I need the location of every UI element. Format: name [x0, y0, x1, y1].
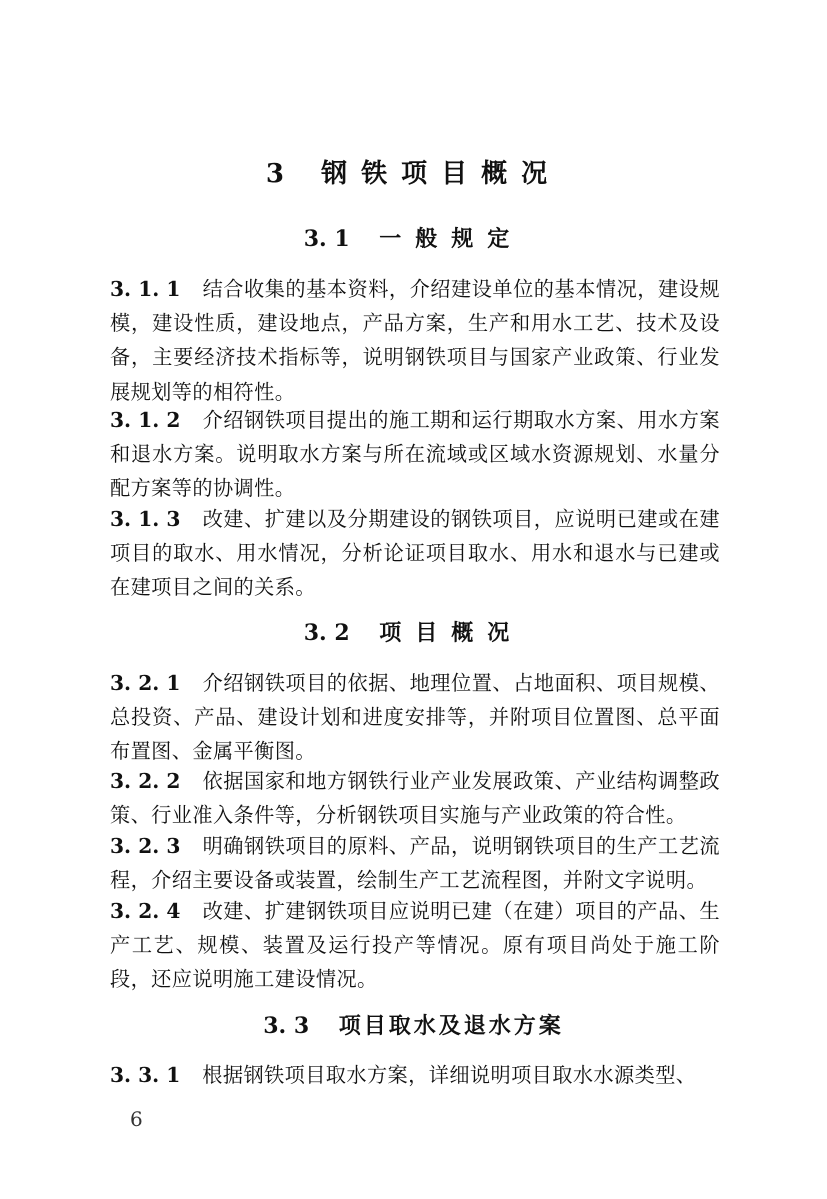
section-title: 一般规定	[379, 226, 524, 252]
clause-number: 3. 2. 1	[110, 671, 181, 695]
clause-3-1-1	[110, 272, 720, 409]
clause-text: 改建、扩建以及分期建设的钢铁项目，应说明已建或在建项目的取水、用水情况，分析论证项目取水、用水和退水与已建或在建项目之间的关系。	[110, 507, 720, 600]
section-number: 3. 3	[263, 1013, 310, 1039]
section-number: 3. 2	[303, 620, 350, 646]
page-number: 6	[130, 1107, 143, 1131]
clause-text: 介绍钢铁项目提出的施工期和运行期取水方案、用水方案和退水方案。说明取水方案与所在流域或区域水资源规划、水量分配方案等的协调性。	[110, 408, 720, 501]
clause-text: 根据钢铁项目取水方案，详细说明项目取水水源类型、	[202, 1063, 697, 1087]
clause-text: 明确钢铁项目的原料、产品，说明钢铁项目的生产工艺流程，介绍主要设备或装置，绘制生产工艺流程图，并附文字说明。	[110, 834, 720, 893]
section-heading-3-3	[0, 1011, 827, 1041]
section-heading-3-1	[0, 224, 827, 254]
clause-number: 3. 2. 4	[110, 899, 181, 923]
clause-3-2-3	[110, 829, 720, 897]
clause-3-1-3	[110, 502, 720, 605]
chapter-heading	[0, 156, 827, 192]
clause-number: 3. 1. 3	[110, 507, 181, 531]
clause-text: 依据国家和地方钢铁行业产业发展政策、产业结构调整政策、行业准入条件等，分析钢铁项目实施与产业政策的符合性。	[110, 769, 720, 828]
clause-3-2-2	[110, 764, 720, 832]
clause-3-1-2	[110, 403, 720, 506]
clause-text: 介绍钢铁项目的依据、地理位置、占地面积、项目规模、总投资、产品、建设计划和进度安排等，并附项目位置图、总平面布置图、金属平衡图。	[110, 671, 720, 764]
clause-3-2-4	[110, 894, 720, 997]
clause-text: 结合收集的基本资料，介绍建设单位的基本情况，建设规模，建设性质，建设地点，产品方案，生产和用水工艺、技术及设备，主要经济技术指标等，说明钢铁项目与国家产业政策、行业发展规划等的相符性。	[110, 277, 720, 404]
clause-text: 改建、扩建钢铁项目应说明已建（在建）项目的产品、生产工艺、规模、装置及运行投产等情况。原有项目尚处于施工阶段，还应说明施工建设情况。	[110, 899, 720, 992]
clause-number: 3. 2. 3	[110, 834, 181, 858]
clause-number: 3. 3. 1	[110, 1063, 181, 1087]
section-number: 3. 1	[303, 226, 350, 252]
chapter-title: 钢铁项目概况	[321, 159, 562, 189]
section-title: 项目概况	[379, 620, 524, 646]
clause-number: 3. 1. 1	[110, 277, 181, 301]
section-heading-3-2	[0, 618, 827, 648]
clause-number: 3. 1. 2	[110, 408, 181, 432]
clause-3-3-1	[110, 1058, 720, 1092]
clause-number: 3. 2. 2	[110, 769, 181, 793]
clause-3-2-1	[110, 666, 720, 769]
chapter-number: 3	[265, 159, 298, 189]
section-title: 项目取水及退水方案	[338, 1013, 564, 1039]
